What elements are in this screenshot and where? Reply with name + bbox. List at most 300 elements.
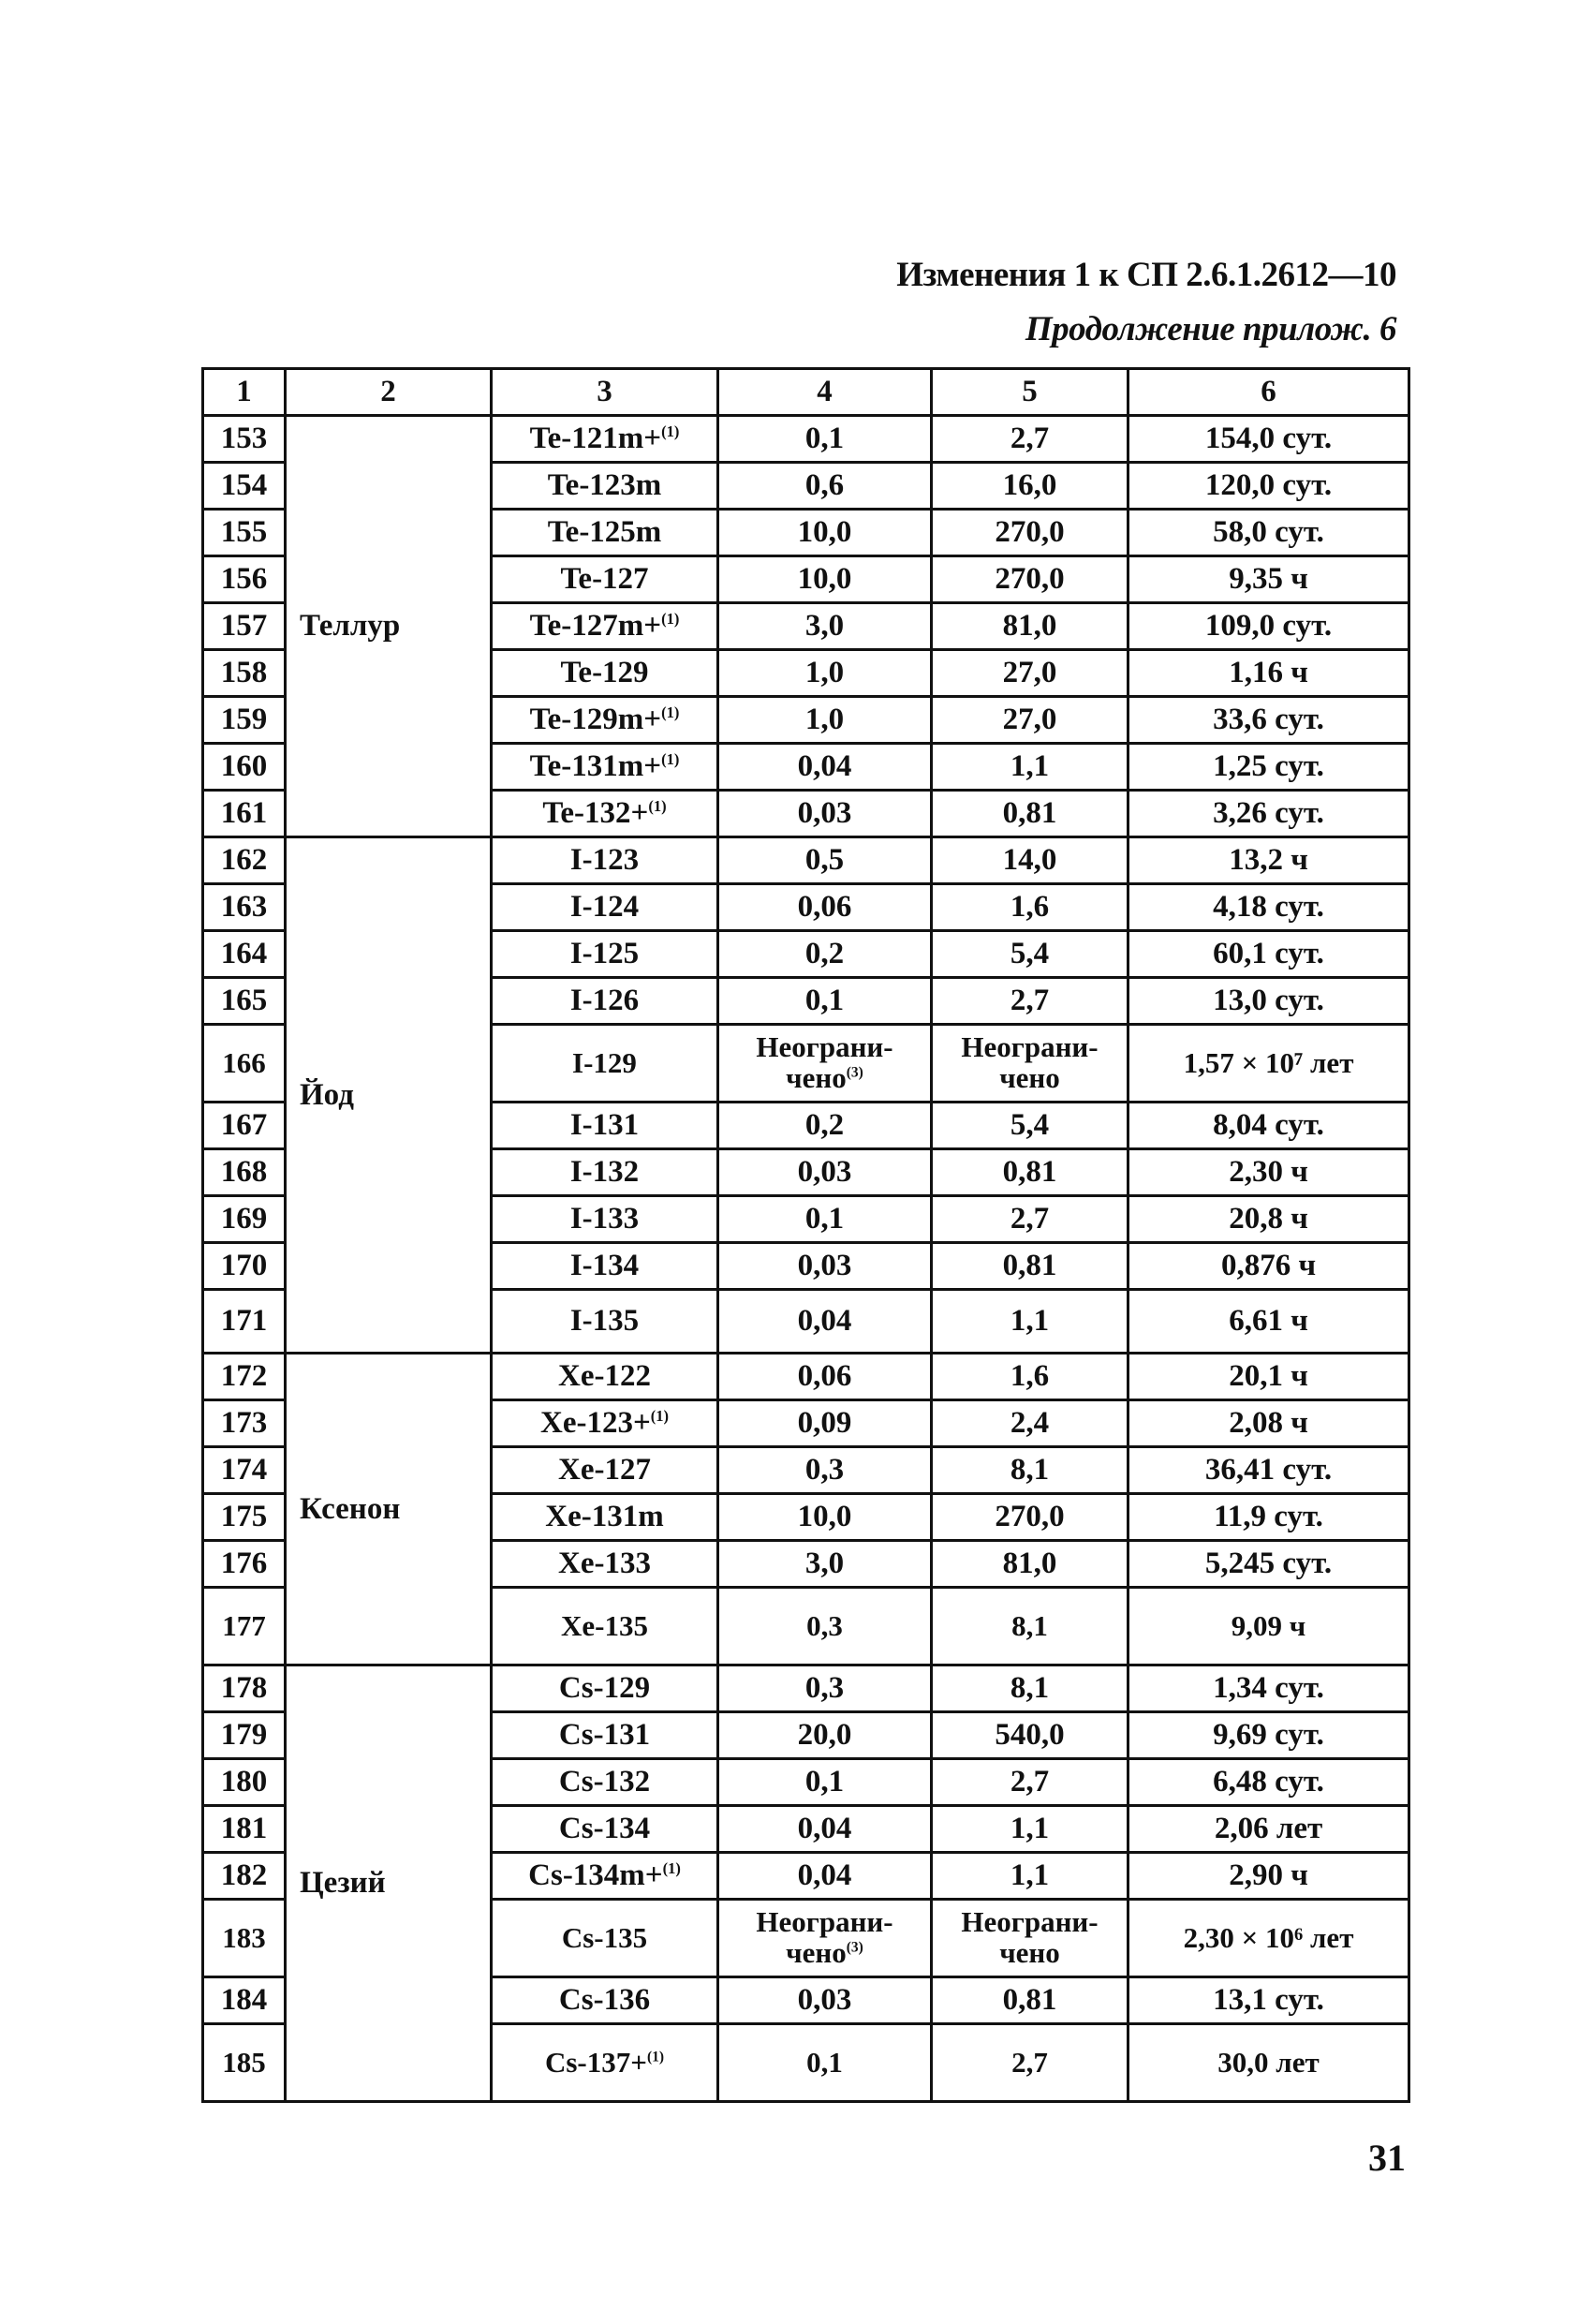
half-life-value: 20,1 ч xyxy=(1229,1359,1308,1394)
specific-activity-cell xyxy=(932,1196,1128,1243)
specific-activity-value: 1,1 xyxy=(1010,1812,1050,1846)
row-number: 157 xyxy=(220,609,268,644)
row-number-cell xyxy=(203,1588,286,1665)
activity-cell xyxy=(718,884,932,931)
row-number-cell xyxy=(203,1447,286,1494)
specific-activity-value: 81,0 xyxy=(1002,1547,1057,1581)
half-life-value: 33,6 сут. xyxy=(1213,703,1324,737)
footnote-marker: (1) xyxy=(661,610,680,629)
activity-value: 3,0 xyxy=(804,1547,845,1581)
specific-activity-value: 27,0 xyxy=(1002,703,1057,737)
row-number: 166 xyxy=(222,1045,266,1079)
specific-activity-cell xyxy=(932,650,1128,697)
half-life-value: 1,34 сут. xyxy=(1213,1671,1324,1706)
specific-activity-cell xyxy=(932,510,1128,556)
nuclide-name: I-134 xyxy=(569,1249,640,1283)
nuclide-cell xyxy=(492,1588,718,1665)
activity-value: 0,04 xyxy=(797,749,852,784)
specific-activity-value: 1,6 xyxy=(1010,890,1050,925)
row-number-cell xyxy=(203,1665,286,1712)
half-life-cell xyxy=(1128,416,1409,463)
row-number: 159 xyxy=(220,703,268,737)
activity-cell xyxy=(718,1541,932,1588)
half-life-value: 0,876 ч xyxy=(1220,1249,1317,1283)
nuclide-name: I-131 xyxy=(569,1108,640,1143)
half-life-value: 9,09 ч xyxy=(1231,1608,1306,1642)
activity-value: 3,0 xyxy=(804,609,845,644)
activity-cell xyxy=(718,1977,932,2024)
specific-activity-cell xyxy=(932,697,1128,744)
specific-activity-value: 0,81 xyxy=(1002,1155,1057,1190)
table-row xyxy=(203,416,1409,463)
nuclide-name: Cs-135 xyxy=(561,1920,648,1954)
specific-activity-value: 5,4 xyxy=(1010,937,1050,971)
activity-value: 0,04 xyxy=(797,1812,852,1846)
specific-activity-cell xyxy=(932,978,1128,1025)
row-number: 171 xyxy=(220,1304,268,1339)
nuclide-name: Cs-132 xyxy=(558,1765,651,1799)
activity-cell xyxy=(718,978,932,1025)
specific-activity-value: 0,81 xyxy=(1002,796,1057,831)
half-life-cell xyxy=(1128,744,1409,791)
half-life-value: 2,30 ч xyxy=(1229,1155,1308,1190)
column-header: 2 xyxy=(286,369,492,416)
nuclide-name: I-135 xyxy=(569,1304,640,1339)
specific-activity-value: 2,7 xyxy=(1010,1202,1050,1236)
row-number: 178 xyxy=(220,1671,268,1706)
footnote-marker: (1) xyxy=(661,422,680,441)
row-number-cell xyxy=(203,837,286,884)
half-life-cell xyxy=(1128,1354,1409,1400)
specific-activity-cell xyxy=(932,1149,1128,1196)
nuclide-name: Te-129 xyxy=(560,656,649,690)
footnote-marker: (1) xyxy=(661,750,680,769)
activity-cell xyxy=(718,603,932,650)
half-life-value: 2,08 ч xyxy=(1229,1406,1308,1441)
activity-value: 0,5 xyxy=(804,843,845,878)
row-number-cell xyxy=(203,1290,286,1354)
activity-value: 0,06 xyxy=(797,890,852,925)
half-life-value: 1,25 сут. xyxy=(1213,749,1324,784)
half-life-cell xyxy=(1128,1103,1409,1149)
nuclide-name: Xe-122 xyxy=(558,1359,651,1394)
nuclide-cell xyxy=(492,697,718,744)
specific-activity-value: 1,6 xyxy=(1010,1359,1050,1394)
specific-activity-cell xyxy=(932,1588,1128,1665)
footnote-marker: (1) xyxy=(646,2049,665,2065)
specific-activity-value: Неограни-чено xyxy=(961,1030,1099,1094)
half-life-value: 6,61 ч xyxy=(1229,1304,1308,1339)
nuclide-cell xyxy=(492,1400,718,1447)
activity-cell xyxy=(718,1447,932,1494)
row-number-cell xyxy=(203,1025,286,1103)
activity-cell xyxy=(718,1588,932,1665)
row-number-cell xyxy=(203,1541,286,1588)
nuclide-name: Te-125m xyxy=(547,515,662,550)
footnote-marker: (1) xyxy=(648,797,667,816)
nuclide-name: I-125 xyxy=(569,937,640,971)
row-number: 168 xyxy=(220,1155,268,1190)
specific-activity-cell xyxy=(932,744,1128,791)
half-life-cell xyxy=(1128,1447,1409,1494)
column-header: 5 xyxy=(932,369,1128,416)
table-row xyxy=(203,1354,1409,1400)
nuclide-name: Xe-135 xyxy=(561,1608,648,1642)
row-number: 180 xyxy=(220,1765,268,1799)
element-name-cell xyxy=(286,837,492,1354)
activity-cell xyxy=(718,1400,932,1447)
nuclide-cell xyxy=(492,978,718,1025)
row-number: 169 xyxy=(220,1202,268,1236)
activity-cell xyxy=(718,1149,932,1196)
nuclide-name: Xe-133 xyxy=(558,1547,651,1581)
nuclide-name: Xe-123+ xyxy=(539,1406,651,1441)
element-name: Ксенон xyxy=(300,1491,401,1526)
row-number-cell xyxy=(203,931,286,978)
half-life-value: 9,35 ч xyxy=(1229,562,1308,597)
half-life-value: 60,1 сут. xyxy=(1213,937,1324,971)
row-number-cell xyxy=(203,463,286,510)
row-number: 165 xyxy=(220,984,268,1018)
half-life-cell xyxy=(1128,1541,1409,1588)
nuclide-cell xyxy=(492,1665,718,1712)
half-life-cell xyxy=(1128,510,1409,556)
specific-activity-value: 0,81 xyxy=(1002,1249,1057,1283)
specific-activity-cell xyxy=(932,1400,1128,1447)
half-life-cell xyxy=(1128,978,1409,1025)
specific-activity-cell xyxy=(932,791,1128,837)
activity-value: 0,2 xyxy=(804,937,845,971)
nuclide-name: Te-121m+ xyxy=(529,422,662,456)
half-life-value: 6,48 сут. xyxy=(1213,1765,1324,1799)
activity-cell xyxy=(718,931,932,978)
specific-activity-cell xyxy=(932,1494,1128,1541)
row-number: 164 xyxy=(220,937,268,971)
specific-activity-value: 8,1 xyxy=(1010,1671,1050,1706)
activity-value: Неограни-чено xyxy=(756,1030,893,1094)
nuclide-cell xyxy=(492,1103,718,1149)
half-life-value: 2,06 лет xyxy=(1214,1812,1323,1846)
specific-activity-value: 8,1 xyxy=(1010,1453,1050,1488)
half-life-cell xyxy=(1128,1977,1409,2024)
nuclide-cell xyxy=(492,1149,718,1196)
half-life-cell xyxy=(1128,1149,1409,1196)
activity-value: 0,06 xyxy=(797,1359,852,1394)
activity-cell xyxy=(718,1853,932,1900)
activity-value: 0,1 xyxy=(804,1202,845,1236)
row-number-cell xyxy=(203,1149,286,1196)
half-life-value: 2,30 × 10⁶ лет xyxy=(1183,1920,1354,1954)
nuclide-cell xyxy=(492,1196,718,1243)
nuclide-cell xyxy=(492,650,718,697)
row-number-cell xyxy=(203,884,286,931)
half-life-value: 1,16 ч xyxy=(1229,656,1308,690)
element-name: Теллур xyxy=(300,609,401,644)
row-number-cell xyxy=(203,978,286,1025)
row-number: 158 xyxy=(220,656,268,690)
activity-value: 0,03 xyxy=(797,796,852,831)
specific-activity-cell xyxy=(932,463,1128,510)
specific-activity-value: 2,4 xyxy=(1010,1406,1050,1441)
specific-activity-value: 1,1 xyxy=(1010,749,1050,784)
half-life-cell xyxy=(1128,1853,1409,1900)
half-life-value: 13,2 ч xyxy=(1229,843,1308,878)
nuclide-name: Te-127 xyxy=(560,562,649,597)
activity-cell xyxy=(718,1103,932,1149)
column-header: 1 xyxy=(203,369,286,416)
nuclide-name: Cs-137+ xyxy=(544,2045,647,2079)
row-number: 181 xyxy=(220,1812,268,1846)
half-life-cell xyxy=(1128,1900,1409,1977)
specific-activity-value: 5,4 xyxy=(1010,1108,1050,1143)
row-number: 173 xyxy=(220,1406,268,1441)
activity-cell xyxy=(718,837,932,884)
footnote-marker: (1) xyxy=(662,1859,681,1878)
activity-value: 0,6 xyxy=(804,468,845,503)
row-number: 163 xyxy=(220,890,268,925)
half-life-value: 120,0 сут. xyxy=(1204,468,1333,503)
half-life-value: 3,26 сут. xyxy=(1213,796,1324,831)
activity-cell xyxy=(718,2024,932,2102)
activity-cell xyxy=(718,1900,932,1977)
nuclide-cell xyxy=(492,1759,718,1806)
activity-cell xyxy=(718,1665,932,1712)
table-header-row xyxy=(203,369,1409,416)
half-life-cell xyxy=(1128,1400,1409,1447)
element-name-cell xyxy=(286,1354,492,1665)
specific-activity-value: 1,1 xyxy=(1010,1304,1050,1339)
nuclide-cell xyxy=(492,1977,718,2024)
row-number: 167 xyxy=(220,1108,268,1143)
column-header: 6 xyxy=(1128,369,1409,416)
specific-activity-value: 2,7 xyxy=(1010,1765,1050,1799)
element-name: Йод xyxy=(300,1077,354,1112)
element-name-cell xyxy=(286,416,492,837)
row-number-cell xyxy=(203,744,286,791)
half-life-value: 154,0 сут. xyxy=(1204,422,1333,456)
activity-cell xyxy=(718,650,932,697)
half-life-value: 1,57 × 10⁷ лет xyxy=(1183,1045,1354,1079)
document-reference: Изменения 1 к СП 2.6.1.2612—10 xyxy=(896,256,1396,294)
activity-cell xyxy=(718,744,932,791)
nuclide-name: Cs-134 xyxy=(558,1812,651,1846)
row-number: 170 xyxy=(220,1249,268,1283)
specific-activity-cell xyxy=(932,1759,1128,1806)
half-life-value: 5,245 сут. xyxy=(1204,1547,1333,1581)
specific-activity-value: 2,7 xyxy=(1010,984,1050,1018)
half-life-cell xyxy=(1128,1665,1409,1712)
half-life-cell xyxy=(1128,1243,1409,1290)
activity-cell xyxy=(718,416,932,463)
specific-activity-cell xyxy=(932,1290,1128,1354)
row-number: 162 xyxy=(220,843,268,878)
specific-activity-cell xyxy=(932,1977,1128,2024)
row-number: 182 xyxy=(220,1858,268,1893)
row-number: 155 xyxy=(220,515,268,550)
nuclide-cell xyxy=(492,791,718,837)
specific-activity-cell xyxy=(932,837,1128,884)
specific-activity-value: 8,1 xyxy=(1011,1608,1048,1642)
half-life-cell xyxy=(1128,463,1409,510)
row-number-cell xyxy=(203,791,286,837)
activity-value: 10,0 xyxy=(797,515,852,550)
specific-activity-cell xyxy=(932,1447,1128,1494)
half-life-cell xyxy=(1128,2024,1409,2102)
specific-activity-cell xyxy=(932,556,1128,603)
footnote-marker: (1) xyxy=(661,703,680,722)
specific-activity-cell xyxy=(932,2024,1128,2102)
row-number: 161 xyxy=(220,796,268,831)
element-name-cell xyxy=(286,1665,492,2102)
half-life-cell xyxy=(1128,603,1409,650)
nuclide-name: Te-132+ xyxy=(542,796,649,831)
specific-activity-cell xyxy=(932,884,1128,931)
specific-activity-cell xyxy=(932,1806,1128,1853)
activity-value: 0,03 xyxy=(797,1983,852,2018)
nuclide-name: I-123 xyxy=(569,843,640,878)
element-name: Цезий xyxy=(300,1866,386,1901)
activity-cell xyxy=(718,791,932,837)
row-number-cell xyxy=(203,1712,286,1759)
activity-value: 10,0 xyxy=(797,562,852,597)
row-number-cell xyxy=(203,1400,286,1447)
footnote-marker: (1) xyxy=(650,1407,670,1426)
nuclide-cell xyxy=(492,556,718,603)
half-life-value: 2,90 ч xyxy=(1229,1858,1308,1893)
specific-activity-cell xyxy=(932,1900,1128,1977)
activity-cell xyxy=(718,697,932,744)
specific-activity-cell xyxy=(932,603,1128,650)
specific-activity-value: 270,0 xyxy=(995,562,1065,597)
nuclide-name: I-126 xyxy=(569,984,640,1018)
nuclide-cell xyxy=(492,1712,718,1759)
activity-value: 0,03 xyxy=(797,1249,852,1283)
activity-cell xyxy=(718,1243,932,1290)
row-number: 172 xyxy=(220,1359,268,1394)
half-life-cell xyxy=(1128,1712,1409,1759)
specific-activity-value: 27,0 xyxy=(1002,656,1057,690)
half-life-value: 58,0 сут. xyxy=(1213,515,1324,550)
half-life-value: 9,69 сут. xyxy=(1213,1718,1324,1753)
row-number: 184 xyxy=(220,1983,268,2018)
specific-activity-value: 540,0 xyxy=(995,1718,1065,1753)
half-life-cell xyxy=(1128,1806,1409,1853)
row-number-cell xyxy=(203,1103,286,1149)
specific-activity-value: 81,0 xyxy=(1002,609,1057,644)
half-life-cell xyxy=(1128,791,1409,837)
nuclide-name: Te-129m+ xyxy=(529,703,662,737)
nuclide-name: Te-127m+ xyxy=(529,609,662,644)
half-life-cell xyxy=(1128,1759,1409,1806)
row-number-cell xyxy=(203,1196,286,1243)
specific-activity-value: 0,81 xyxy=(1002,1983,1057,2018)
row-number-cell xyxy=(203,1806,286,1853)
half-life-value: 30,0 лет xyxy=(1217,2045,1320,2079)
half-life-value: 13,1 сут. xyxy=(1213,1983,1324,2018)
nuclide-name: Xe-127 xyxy=(558,1453,651,1488)
activity-value: 0,3 xyxy=(804,1671,845,1706)
nuclide-name: Te-131m+ xyxy=(529,749,662,784)
activity-cell xyxy=(718,1712,932,1759)
row-number-cell xyxy=(203,650,286,697)
row-number: 174 xyxy=(220,1453,268,1488)
nuclide-cell xyxy=(492,1025,718,1103)
nuclide-cell xyxy=(492,1806,718,1853)
row-number: 153 xyxy=(220,422,268,456)
table-row xyxy=(203,1665,1409,1712)
specific-activity-value: 1,1 xyxy=(1010,1858,1050,1893)
nuclide-cell xyxy=(492,1900,718,1977)
half-life-cell xyxy=(1128,650,1409,697)
activity-cell xyxy=(718,1354,932,1400)
nuclide-cell xyxy=(492,463,718,510)
row-number: 175 xyxy=(220,1500,268,1534)
activity-cell xyxy=(718,1025,932,1103)
specific-activity-cell xyxy=(932,1712,1128,1759)
row-number-cell xyxy=(203,1759,286,1806)
page-number: 31 xyxy=(1368,2137,1406,2179)
activity-cell xyxy=(718,1196,932,1243)
footnote-marker: (3) xyxy=(846,1939,863,1956)
specific-activity-cell xyxy=(932,1853,1128,1900)
activity-value: 0,04 xyxy=(797,1858,852,1893)
half-life-cell xyxy=(1128,884,1409,931)
nuclide-cell xyxy=(492,603,718,650)
activity-cell xyxy=(718,1290,932,1354)
specific-activity-cell xyxy=(932,1243,1128,1290)
nuclide-cell xyxy=(492,931,718,978)
nuclide-cell xyxy=(492,1290,718,1354)
half-life-cell xyxy=(1128,556,1409,603)
nuclide-name: I-129 xyxy=(572,1045,637,1079)
row-number-cell xyxy=(203,1494,286,1541)
nuclide-cell xyxy=(492,416,718,463)
row-number-cell xyxy=(203,1977,286,2024)
row-number-cell xyxy=(203,1900,286,1977)
nuclide-name: Te-123m xyxy=(547,468,662,503)
half-life-cell xyxy=(1128,837,1409,884)
activity-value: 0,03 xyxy=(797,1155,852,1190)
row-number-cell xyxy=(203,1853,286,1900)
specific-activity-value: 270,0 xyxy=(995,515,1065,550)
activity-cell xyxy=(718,1494,932,1541)
half-life-value: 11,9 сут. xyxy=(1214,1500,1323,1534)
activity-cell xyxy=(718,1759,932,1806)
half-life-cell xyxy=(1128,1196,1409,1243)
half-life-cell xyxy=(1128,1588,1409,1665)
activity-value: 0,1 xyxy=(804,422,845,456)
radionuclide-table xyxy=(201,367,1410,2103)
nuclide-name: Cs-134m+ xyxy=(528,1858,663,1893)
row-number: 183 xyxy=(222,1920,266,1954)
activity-value: 0,1 xyxy=(804,1765,845,1799)
nuclide-cell xyxy=(492,837,718,884)
nuclide-cell xyxy=(492,1853,718,1900)
half-life-value: 109,0 сут. xyxy=(1204,609,1333,644)
specific-activity-value: 2,7 xyxy=(1010,422,1050,456)
specific-activity-value: 270,0 xyxy=(995,1500,1065,1534)
row-number-cell xyxy=(203,603,286,650)
nuclide-cell xyxy=(492,1494,718,1541)
half-life-value: 20,8 ч xyxy=(1229,1202,1308,1236)
activity-value: 0,3 xyxy=(806,1608,843,1642)
nuclide-name: Xe-131m xyxy=(545,1500,664,1534)
half-life-value: 13,0 сут. xyxy=(1213,984,1324,1018)
row-number: 177 xyxy=(222,1608,266,1642)
activity-value: 0,1 xyxy=(806,2045,843,2079)
activity-value: 0,3 xyxy=(804,1453,845,1488)
activity-value: 20,0 xyxy=(797,1718,852,1753)
